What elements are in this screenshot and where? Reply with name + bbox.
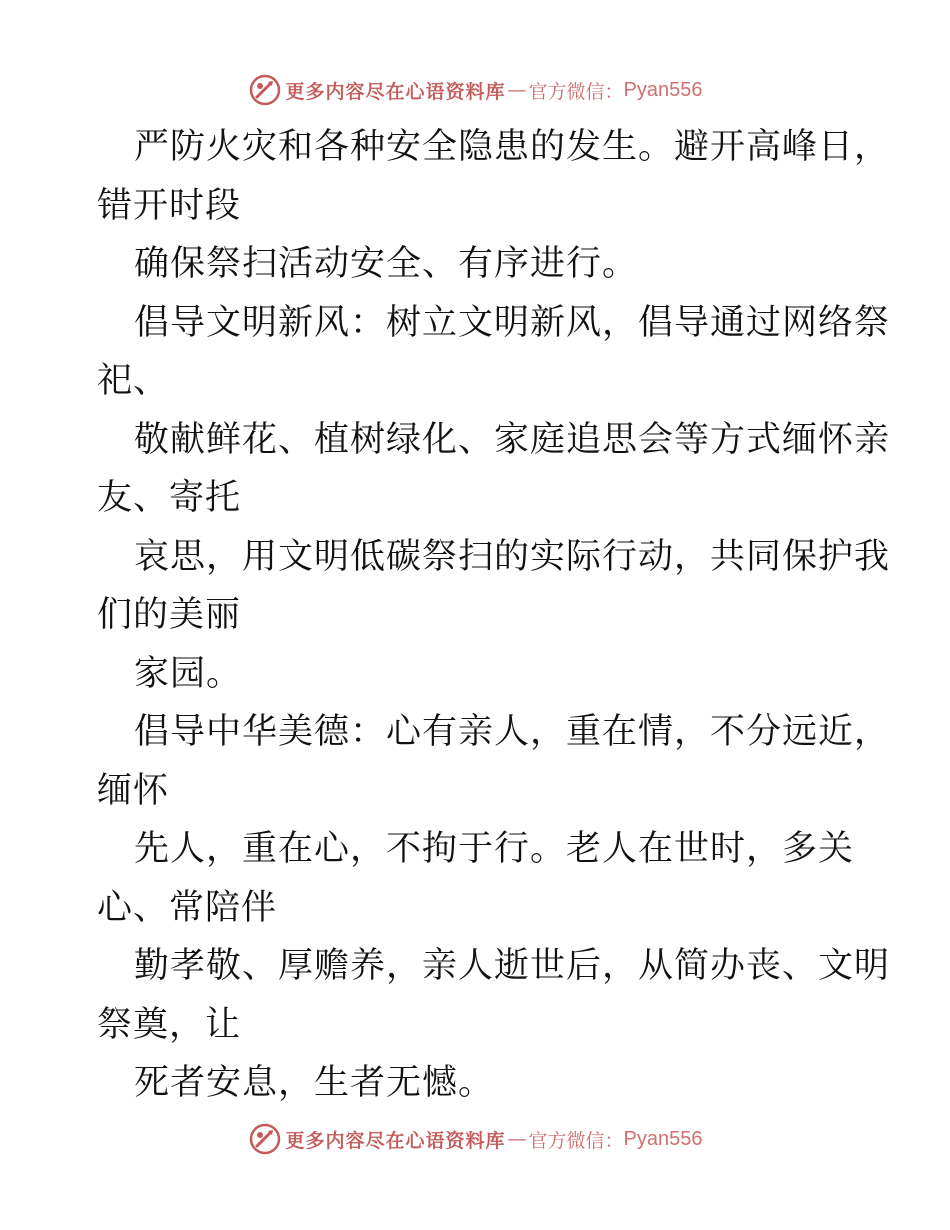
banner-dash: — [507,79,527,101]
logo-icon [248,73,282,107]
text-line: 们的美丽 [97,595,242,635]
text-line: 倡导中华美德：心有亲人，重在情，不分远近， [134,712,891,752]
header-watermark-banner [0,68,950,112]
text-line: 先人，重在心，不拘于行。老人在世时，多关 [134,829,855,869]
text-line: 友、寄托 [97,478,242,518]
logo-icon [248,1122,282,1156]
text-line: 家园。 [134,653,243,694]
text-line: 祀、 [97,361,170,401]
text-line: 确保祭扫活动安全、有序进行。 [134,244,639,284]
text-line: 倡导文明新风：树立文明新风，倡导通过网络祭 [134,302,891,343]
text-line: 死者安息，生者无憾。 [134,1063,495,1103]
text-line: 错开时段 [97,185,242,226]
document-body [97,118,891,1113]
text-line: 心、常陪伴 [97,887,278,928]
text-line: 严防火灾和各种安全隐患的发生。避开高峰日， [134,127,891,167]
text-line: 祭奠，让 [97,1004,242,1045]
text-line: 敬献鲜花、植树绿化、家庭追思会等方式缅怀亲 [134,419,891,460]
banner-text: 更多内容尽在心语资料库 [285,80,506,103]
banner-wechat-id: Pyan556 [623,78,703,101]
banner-wechat-id: Pyan556 [623,1127,703,1150]
banner-dash: — [507,1128,527,1150]
banner-wechat-label: 官方微信： [528,1129,624,1152]
text-line: 哀思，用文明低碳祭扫的实际行动，共同保护我 [134,536,891,577]
banner-wechat-label: 官方微信： [528,80,624,103]
banner-text: 更多内容尽在心语资料库 [285,1129,506,1152]
text-line: 勤孝敬、厚赡养，亲人逝世后，从简办丧、文明 [134,946,891,986]
text-line: 缅怀 [97,770,170,811]
footer-watermark-banner [0,1117,950,1161]
